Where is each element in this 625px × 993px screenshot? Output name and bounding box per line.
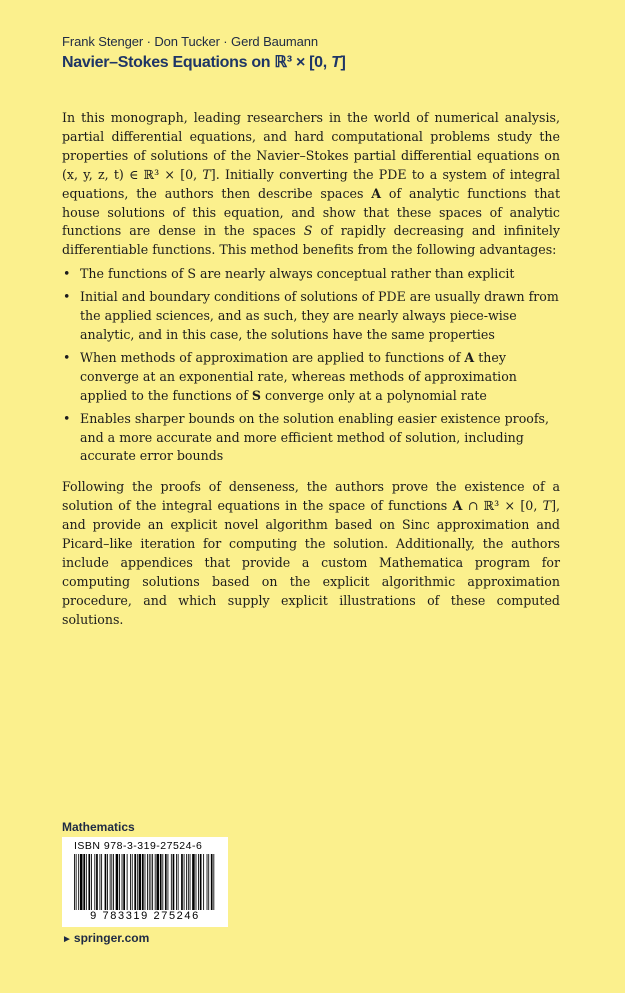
barcode-bar [178,854,179,910]
subject-label: Mathematics [62,820,135,834]
advantages-list [62,265,560,466]
barcode-bar [110,854,111,910]
barcode-bar [200,854,202,910]
barcode-bar [142,854,144,910]
barcode-bar [78,854,79,910]
barcode-bar [188,854,189,910]
barcode-bar [94,854,95,910]
barcode-bars [74,854,216,910]
barcode-bar [213,854,214,910]
list-item: • Enables sharper bounds on the solution enabling easier existence proofs, and a more accurate and more efficient method of solution, including accurate error bounds [62,410,560,467]
barcode-bar [76,854,77,910]
barcode-bar [134,854,136,910]
barcode-bar [107,854,108,910]
barcode-bar [139,854,142,910]
barcode-bar [119,854,120,910]
barcode-bar [91,854,92,910]
publisher-link[interactable] [62,931,149,945]
barcode-bar [181,854,183,910]
barcode-bar [171,854,172,910]
barcode-bar [122,854,123,910]
barcode-bar [184,854,185,910]
barcode-bar [168,854,169,910]
barcode-bar [176,854,177,910]
barcode-bar [198,854,199,910]
barcode-bar [116,854,119,910]
barcode-bar [130,854,131,910]
barcode-bar [149,854,150,910]
barcode-bar [151,854,152,910]
barcode-bar [147,854,148,910]
barcode-bar [127,854,128,910]
book-title: Navier–Stokes Equations on ℝ³ × [0, T] [62,54,346,71]
barcode-bar [173,854,175,910]
list-item: • The functions of S are nearly always conceptual rather than explicit [62,265,560,284]
publisher-url: springer.com [73,931,150,945]
list-item: • Initial and boundary conditions of solutions of PDE are usually drawn from the applied sciences, and as such, they are nearly always piece-wise analytic, and in this case, the solutions have the same properties [62,288,560,345]
barcode-bar [96,854,98,910]
barcode-bar [208,854,209,910]
isbn-label: ISBN 978-3-319-27524-6 [74,840,203,852]
barcode-bar [100,854,101,910]
barcode-bar [186,854,187,910]
barcode-bar [123,854,125,910]
list-item: • When methods of approximation are applied to functions of A they converge at an exponential rate, whereas methods of approximation applied to the functions of S converge only at a polynomial rate [62,349,560,406]
arrow-icon: ► [62,934,72,945]
barcode-bar [156,854,159,910]
closing-paragraph: Following the proofs of denseness, the authors prove the existence of a solution of the integral equations in the space of functions A ∩ ℝ³ × [0, T], and provide an explicit novel algorithm based on Sinc approximation and Picard–like iteration for computing the solution. Additionally, the authors include appendices that provide a custom Mathematica program for computing solutions based on the explicit algorithmic approximation procedure, and which supply explicit illustrations of these computed solutions. [62,479,560,627]
barcode-bar [207,854,208,910]
barcode-bar [105,854,107,910]
barcode-bar [111,854,112,910]
barcode-bar [203,854,204,910]
barcode-bar [155,854,156,910]
barcode-bar [211,854,213,910]
barcode-bar [86,854,87,910]
barcode-bar [162,854,163,910]
barcode-bar [165,854,167,910]
intro-paragraph: In this monograph, leading researchers in the world of numerical analysis, partial differential equations, and hard computational problems study the properties of solutions of the Navier–Stokes partial differential equations on (x, y, z, t) ∈ ℝ³ × [0, T]. Initially converting the PDE to a system of integral equations, the authors then describe spaces A of analytic functions that house solutions of this equation, and show that these spaces of analytic functions are dense in the spaces S of rapidly decreasing and infinitely differentiable functions. This method benefits from the following advantages: [62,110,560,258]
barcode-bar [137,854,138,910]
barcode-bar [101,854,102,910]
barcode-bar [113,854,114,910]
authors-line: Frank Stenger · Don Tucker · Gerd Baumann [62,34,319,49]
barcode-bar [192,854,195,910]
barcode-bar [74,854,75,910]
barcode-bar [83,854,85,910]
barcode-bar [88,854,90,910]
barcode-bar [196,854,197,910]
isbn-barcode [62,837,228,927]
back-cover-description [62,109,560,630]
barcode-bar [132,854,133,910]
barcode-bar [160,854,162,910]
barcode-bar [80,854,83,910]
barcode-bar [145,854,146,910]
barcode-bar [152,854,153,910]
barcode-digits: 9 783319 275246 [90,910,200,922]
barcode-bar [190,854,191,910]
